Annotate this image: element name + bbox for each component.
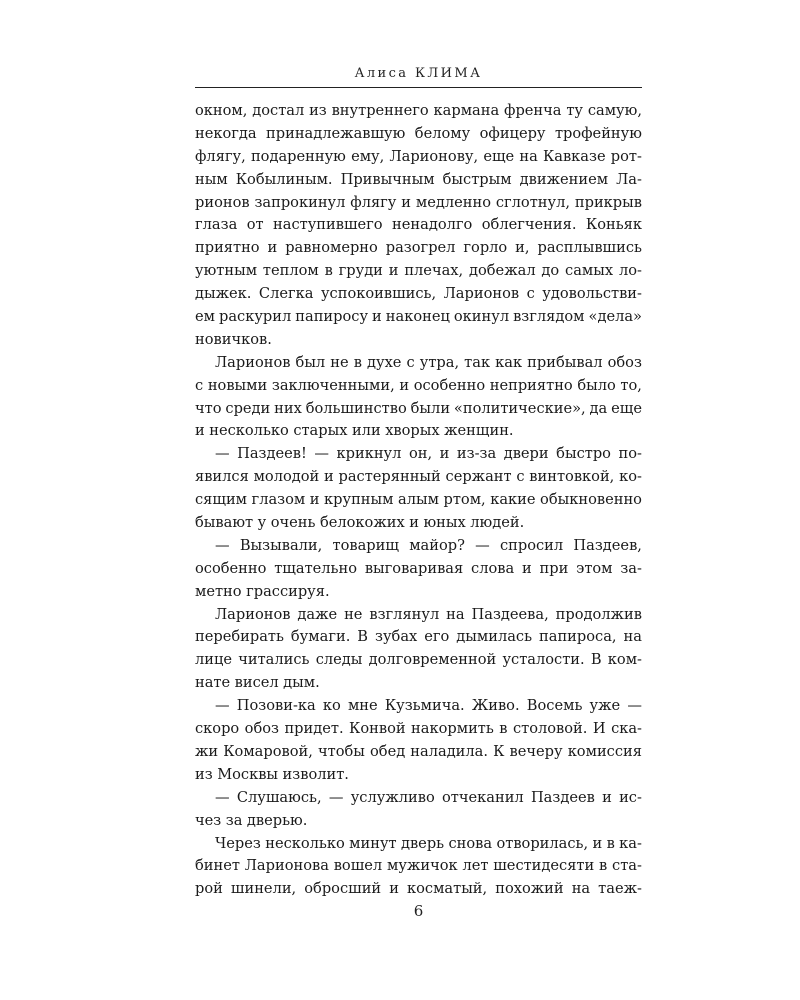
page-number: 6 bbox=[413, 902, 424, 920]
text-line: из Москвы изволит. bbox=[195, 765, 349, 783]
text-line: приятно и равномерно разогрел горло и, расплывшись bbox=[195, 239, 642, 257]
text-line: бывают у очень белокожих и юных людей. bbox=[195, 514, 525, 532]
text-line: — Слушаюсь, — услужливо отчеканил Паздеев и ис- bbox=[215, 788, 642, 806]
text-line: рой шинели, обросший и косматый, похожий на таеж- bbox=[195, 880, 642, 898]
text-line: с новыми заключенными, и особенно неприятно было то, bbox=[195, 376, 642, 394]
text-line: уютным теплом в груди и плечах, добежал до самых ло- bbox=[195, 262, 642, 280]
text-line: ем раскурил папиросу и наконец окинул взглядом «дела» bbox=[195, 308, 642, 326]
text-line: бинет Ларионова вошел мужичок лет шестидесяти в ста- bbox=[195, 857, 642, 875]
text-line: — Позови-ка ко мне Кузьмича. Живо. Восемь уже — bbox=[215, 697, 642, 715]
text-line: — Вызывали, товарищ майор? — спросил Паздеев, bbox=[215, 536, 642, 554]
text-line: особенно тщательно выговаривая слова и при этом за- bbox=[195, 559, 642, 577]
text-line: лице читались следы долговременной усталости. В ком- bbox=[195, 651, 642, 669]
text-line: скоро обоз придет. Конвой накормить в столовой. И ска- bbox=[195, 720, 642, 738]
text-line: метно грассируя. bbox=[195, 582, 330, 600]
text-line: новичков. bbox=[195, 330, 272, 348]
text-line: глаза от наступившего ненадолго облегчения. Коньяк bbox=[195, 216, 642, 234]
text-line: окном, достал из внутреннего кармана френча ту самую, bbox=[195, 102, 642, 119]
text-line: нате висел дым. bbox=[195, 674, 320, 692]
text-line: перебирать бумаги. В зубах его дымилась папироса, на bbox=[195, 628, 642, 646]
running-header-author: Алиса КЛИМА bbox=[354, 66, 483, 81]
text-line: ным Кобылиным. Привычным быстрым движением Ла- bbox=[195, 170, 642, 188]
text-line: и несколько старых или хворых женщин. bbox=[195, 422, 514, 440]
body-text bbox=[195, 100, 642, 901]
text-line: сящим глазом и крупным алым ртом, какие обыкновенно bbox=[195, 491, 642, 509]
text-line: что среди них большинство были «политические», да еще bbox=[195, 399, 642, 417]
header-rule bbox=[195, 87, 642, 88]
text-line: явился молодой и растерянный сержант с винтовкой, ко- bbox=[195, 468, 642, 486]
text-line: рионов запрокинул флягу и медленно сглотнул, прикрыв bbox=[195, 193, 642, 211]
text-line: флягу, подаренную ему, Ларионову, еще на Кавказе рот- bbox=[195, 147, 642, 165]
text-line: чез за дверью. bbox=[195, 811, 308, 829]
text-line: некогда принадлежавшую белому офицеру трофейную bbox=[195, 124, 642, 142]
text-line: дыжек. Слегка успокоившись, Ларионов с удовольстви- bbox=[195, 285, 642, 303]
text-line: жи Комаровой, чтобы обед наладила. К вечеру комиссия bbox=[195, 742, 642, 760]
text-line: Через несколько минут дверь снова отворилась, и в ка- bbox=[215, 834, 642, 852]
text-line: Ларионов был не в духе с утра, так как прибывал обоз bbox=[215, 353, 642, 371]
text-line: — Паздеев! — крикнул он, и из-за двери быстро по- bbox=[215, 445, 642, 463]
text-line: Ларионов даже не взглянул на Паздеева, продолжив bbox=[215, 605, 642, 623]
